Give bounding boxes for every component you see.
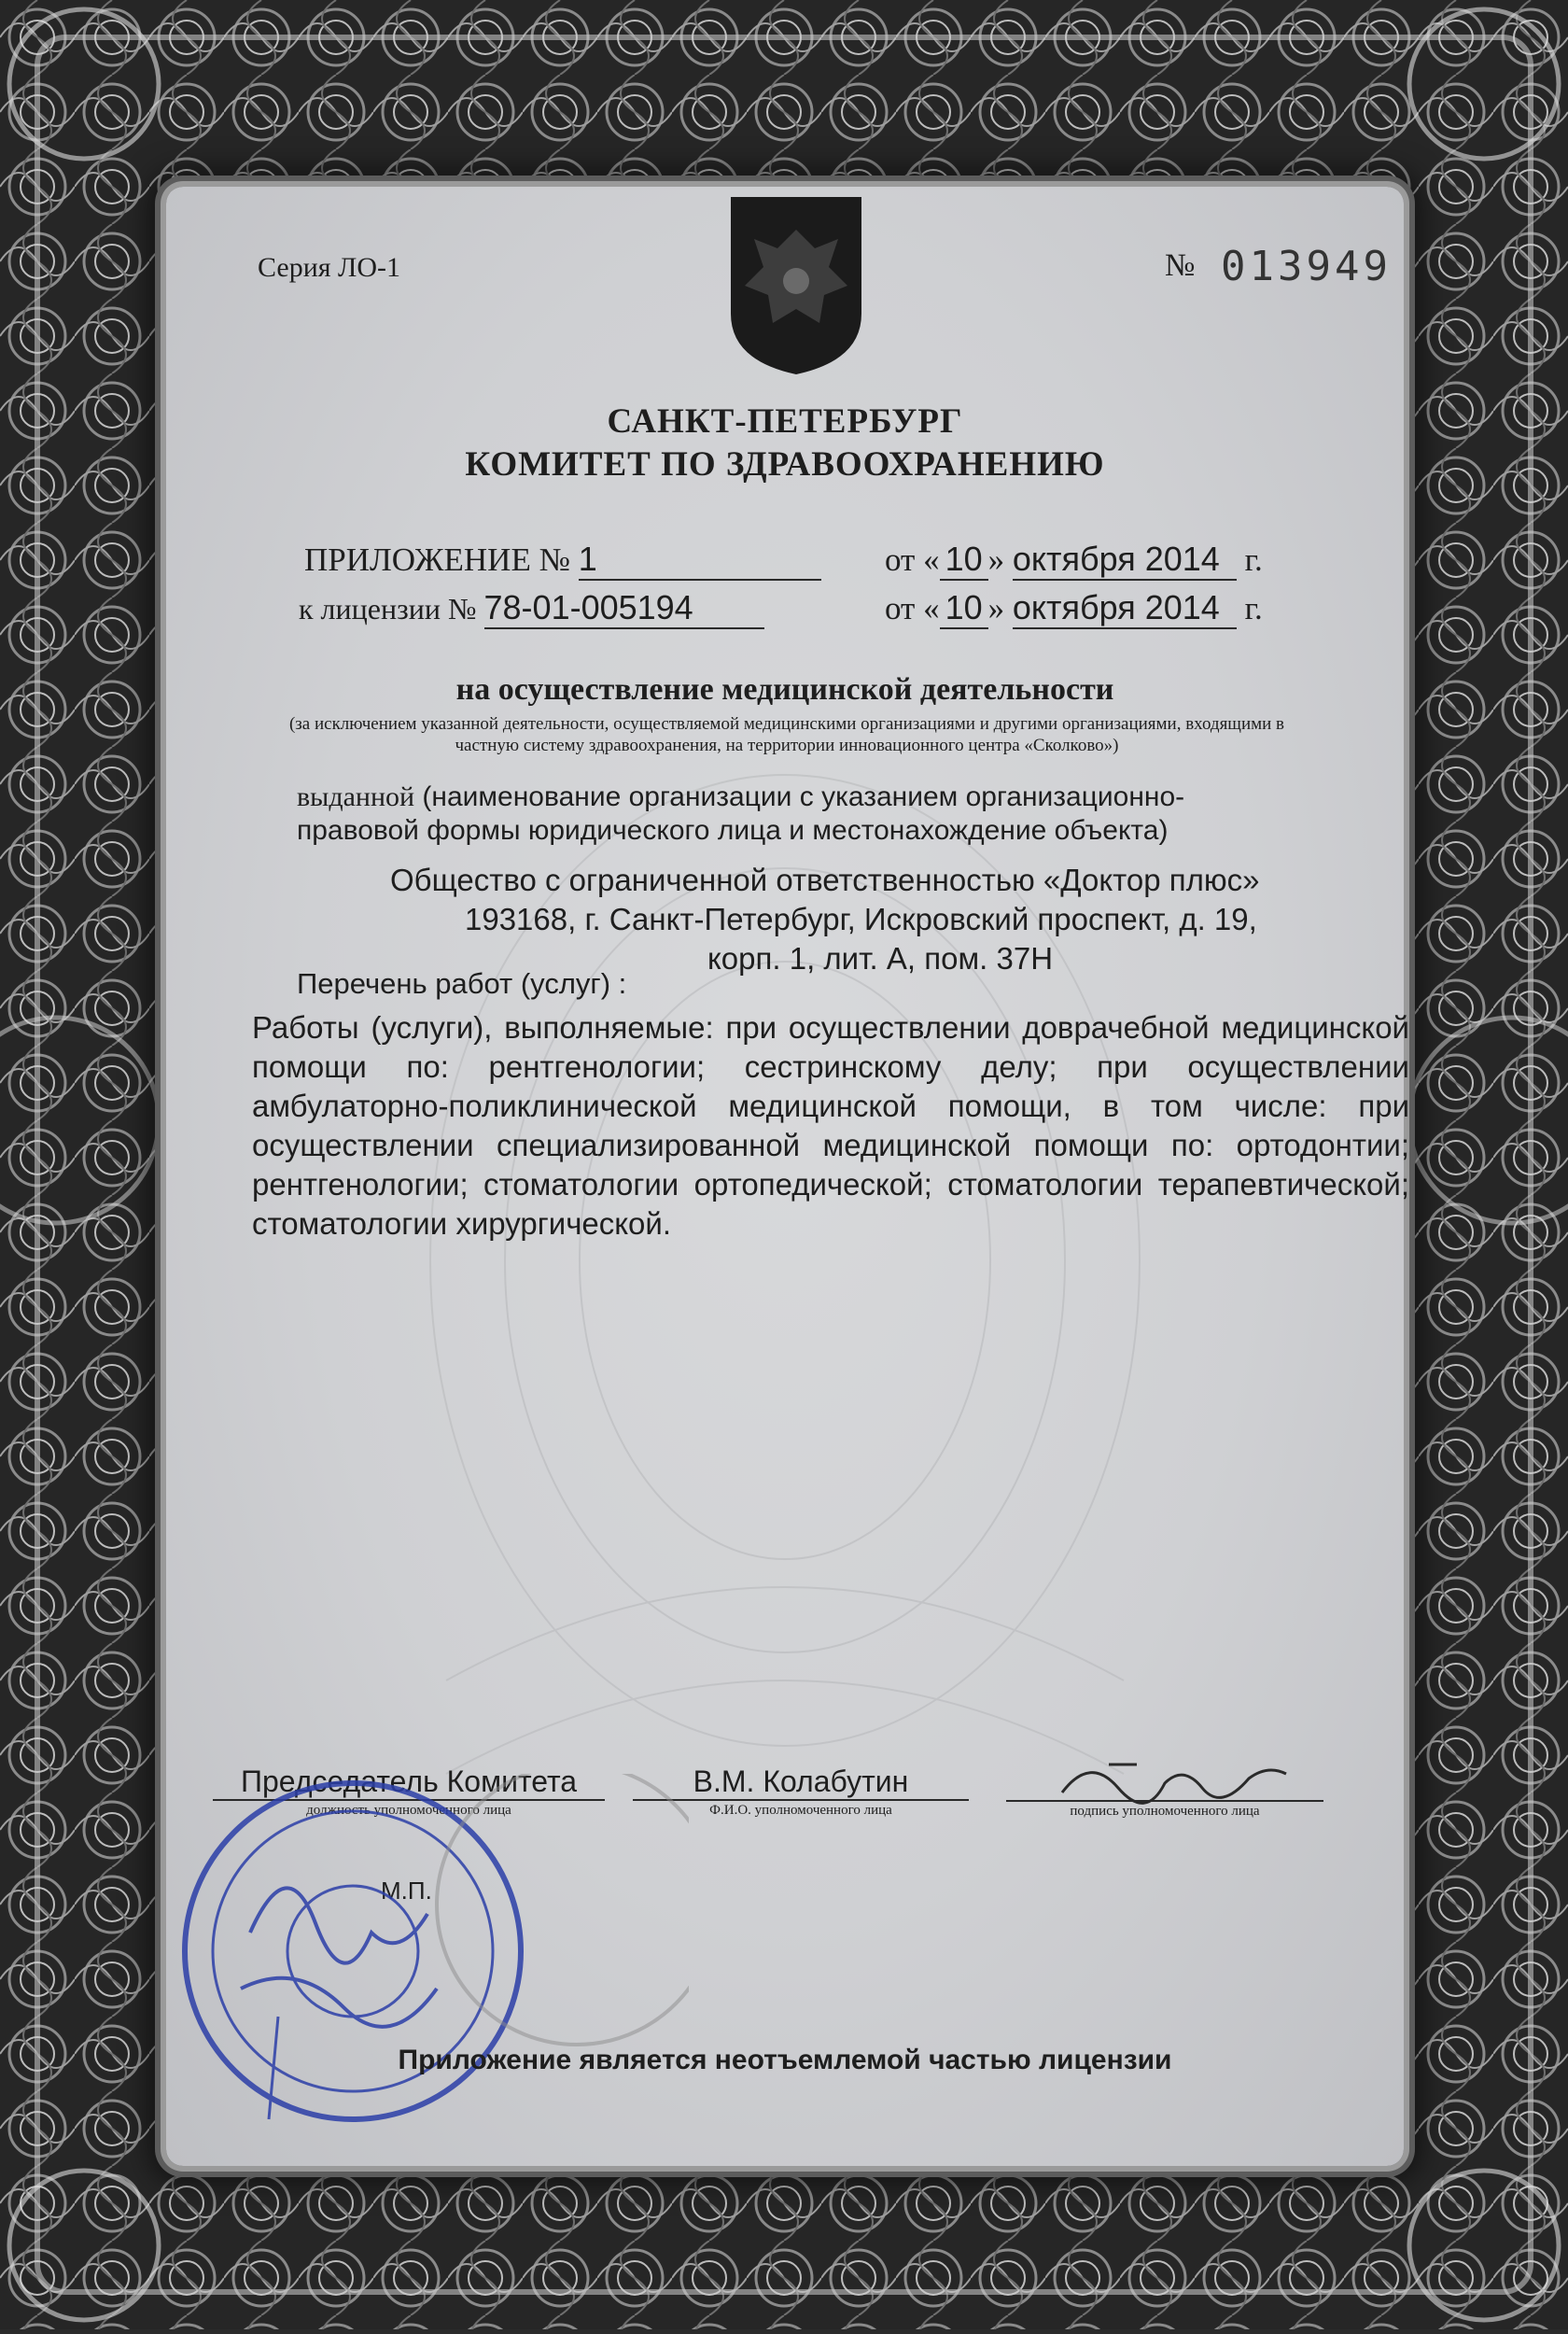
city-title: САНКТ-ПЕТЕРБУРГ — [607, 402, 963, 441]
series-label: Серия ЛО-1 — [258, 252, 401, 283]
organization-name: Общество с ограниченной ответственностью «Доктор плюс» — [390, 863, 1260, 897]
number-label: № — [1165, 248, 1196, 283]
seal-place-label: М.П. — [381, 1877, 432, 1905]
works-text: Работы (услуги), выполняемые: при осуществлении доврачебной медицинской помощи по: рентгенологии; сестринскому делу; при осуществлении амбулаторно-поликлинической медицинской помощи, в том числе: при осуществлении специализированной медицинской помощи по: ортодонтии; рентгенологии; стоматологии ортопедической; стоматологии терапевтической; стоматологии хирургической. — [252, 1010, 1409, 1241]
issued-label: выданной — [297, 781, 415, 812]
activity-title: на осуществление медицинской деятельности — [455, 672, 1114, 707]
appendix-day: 10 — [940, 540, 988, 581]
license-label: к лицензии № — [299, 592, 477, 626]
issued-to-block — [297, 780, 1286, 848]
works-label: Перечень работ (услуг) : — [297, 967, 627, 1000]
signatory-name-caption: Ф.И.О. уполномоченного лица — [633, 1799, 969, 1819]
appendix-from-label: от « — [885, 541, 940, 578]
license-day: 10 — [940, 588, 988, 629]
appendix-date — [885, 540, 1263, 581]
appendix-row — [304, 540, 821, 581]
handwritten-signature — [1053, 1736, 1295, 1821]
footer-note: Приложение является неотъемлемой частью лицензии — [398, 2045, 1172, 2075]
appendix-year-suffix: г. — [1244, 541, 1263, 578]
appendix-quote-close: » — [987, 541, 1005, 578]
signatory-position: Председатель Комитета — [240, 1765, 578, 1798]
license-date — [885, 588, 1263, 629]
license-row — [299, 588, 764, 629]
license-number: 78-01-005194 — [484, 588, 764, 629]
license-year-suffix: г. — [1244, 590, 1263, 626]
appendix-month-year: октября 2014 — [1013, 540, 1237, 581]
signatory-position-caption: должность уполномоченного лица — [213, 1799, 605, 1819]
license-month-year: октября 2014 — [1013, 588, 1237, 629]
organization-address-line2: корп. 1, лит. А, пом. 37Н — [707, 941, 1054, 976]
issued-description: (наименование организации с указанием организационно-правовой формы юридического лица и местонахождение объекта) — [297, 781, 1185, 846]
activity-note: (за исключением указанной деятельности, осуществляемой медицинскими организациями и другими организациями, входящими в частную систему здравоохранения, на территории инновационного центра «Сколково») — [288, 714, 1285, 755]
signature-caption: подпись уполномоченного лица — [1006, 1800, 1323, 1820]
appendix-label: ПРИЛОЖЕНИЕ № — [304, 541, 570, 578]
committee-title: КОМИТЕТ ПО ЗДРАВООХРАНЕНИЮ — [465, 445, 1105, 484]
coat-of-arms-icon — [726, 192, 866, 379]
form-number: 013949 — [1221, 243, 1392, 290]
license-quote-close: » — [987, 590, 1005, 626]
appendix-number: 1 — [579, 540, 821, 581]
license-paper — [166, 187, 1409, 2166]
signatory-name: В.М. Колабутин — [693, 1765, 909, 1798]
license-from-label: от « — [885, 590, 940, 626]
organization-address-line1: 193168, г. Санкт-Петербург, Искровский проспект, д. 19, — [465, 902, 1257, 936]
